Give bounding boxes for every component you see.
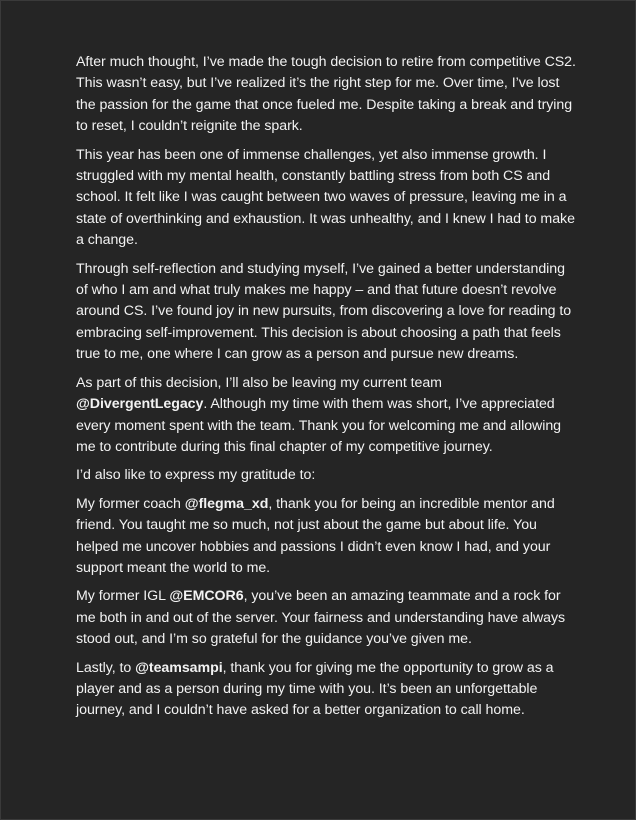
paragraph-igl-before: My former IGL bbox=[76, 588, 170, 605]
paragraph-team bbox=[76, 373, 577, 459]
paragraph-retirement: After much thought, I’ve made the tough decision to retire from competitive CS2. This wasn’t easy, but I’ve realized it’s the right step for me. Over time, I’ve lost the passion for the game that once fueled me. Despite taking a break and trying to reset, I couldn’t reignite the spark. bbox=[76, 54, 576, 135]
paragraph-org bbox=[76, 658, 577, 722]
paragraph-coach-after: , thank you for being an incredible mentor and friend. You taught me so much, not just about the game but about life. You helped me uncover hobbies and passions I didn’t even know I had, and your support meant the world to me. bbox=[76, 495, 555, 576]
paragraph-igl bbox=[76, 586, 577, 650]
paragraph-gratitude-intro: I’d also like to express my gratitude to: bbox=[76, 467, 316, 484]
paragraph-reflection: Through self-reflection and studying myself, I’ve gained a better understanding of who I am and what truly makes me happy – and that future doesn’t revolve around CS. I’ve found joy in new pursuits, from discovering a love for reading to embracing self-improvement. This decision is about choosing a path that feels true to me, one where I can grow as a person and pursue new dreams. bbox=[76, 260, 572, 363]
paragraph-igl-after: , you’ve been an amazing teammate and a rock for me both in and out of the server. Your fairness and understanding have always stood out, and I’m so grateful for the guidance you’ve given me. bbox=[76, 588, 566, 648]
paragraph-org-before: Lastly, to bbox=[76, 659, 136, 676]
mention-divergentlegacy[interactable]: @DivergentLegacy bbox=[76, 396, 204, 413]
paragraph-org-after: , thank you for giving me the opportunity to grow as a player and as a person during my time with you. It’s been an unforgettable journey, and I couldn’t have asked for a better organization to call home. bbox=[76, 659, 554, 719]
paragraph-coach bbox=[76, 494, 577, 580]
paragraph-team-after: . Although my time with them was short, I’ve appreciated every moment spent with the team. Thank you for welcoming me and allowing me to contribute during this final chapter of my competitive journey. bbox=[76, 396, 562, 455]
letter-body bbox=[1, 1, 636, 722]
paragraph-challenges: This year has been one of immense challenges, yet also immense growth. I struggled with my mental health, constantly battling stress from both CS and school. It felt like I was caught between two waves of pressure, leaving me in a state of overthinking and exhaustion. It was unhealthy, and I knew I had to make a change. bbox=[76, 146, 575, 249]
paragraph-coach-before: My former coach bbox=[76, 495, 185, 512]
mention-flegma-xd[interactable]: @flegma_xd bbox=[184, 495, 269, 512]
mention-teamsampi[interactable]: @teamsampi bbox=[135, 659, 223, 676]
paragraph-team-before: As part of this decision, I’ll also be leaving my current team bbox=[76, 374, 442, 391]
mention-emcor6[interactable]: @EMCOR6 bbox=[169, 588, 244, 605]
